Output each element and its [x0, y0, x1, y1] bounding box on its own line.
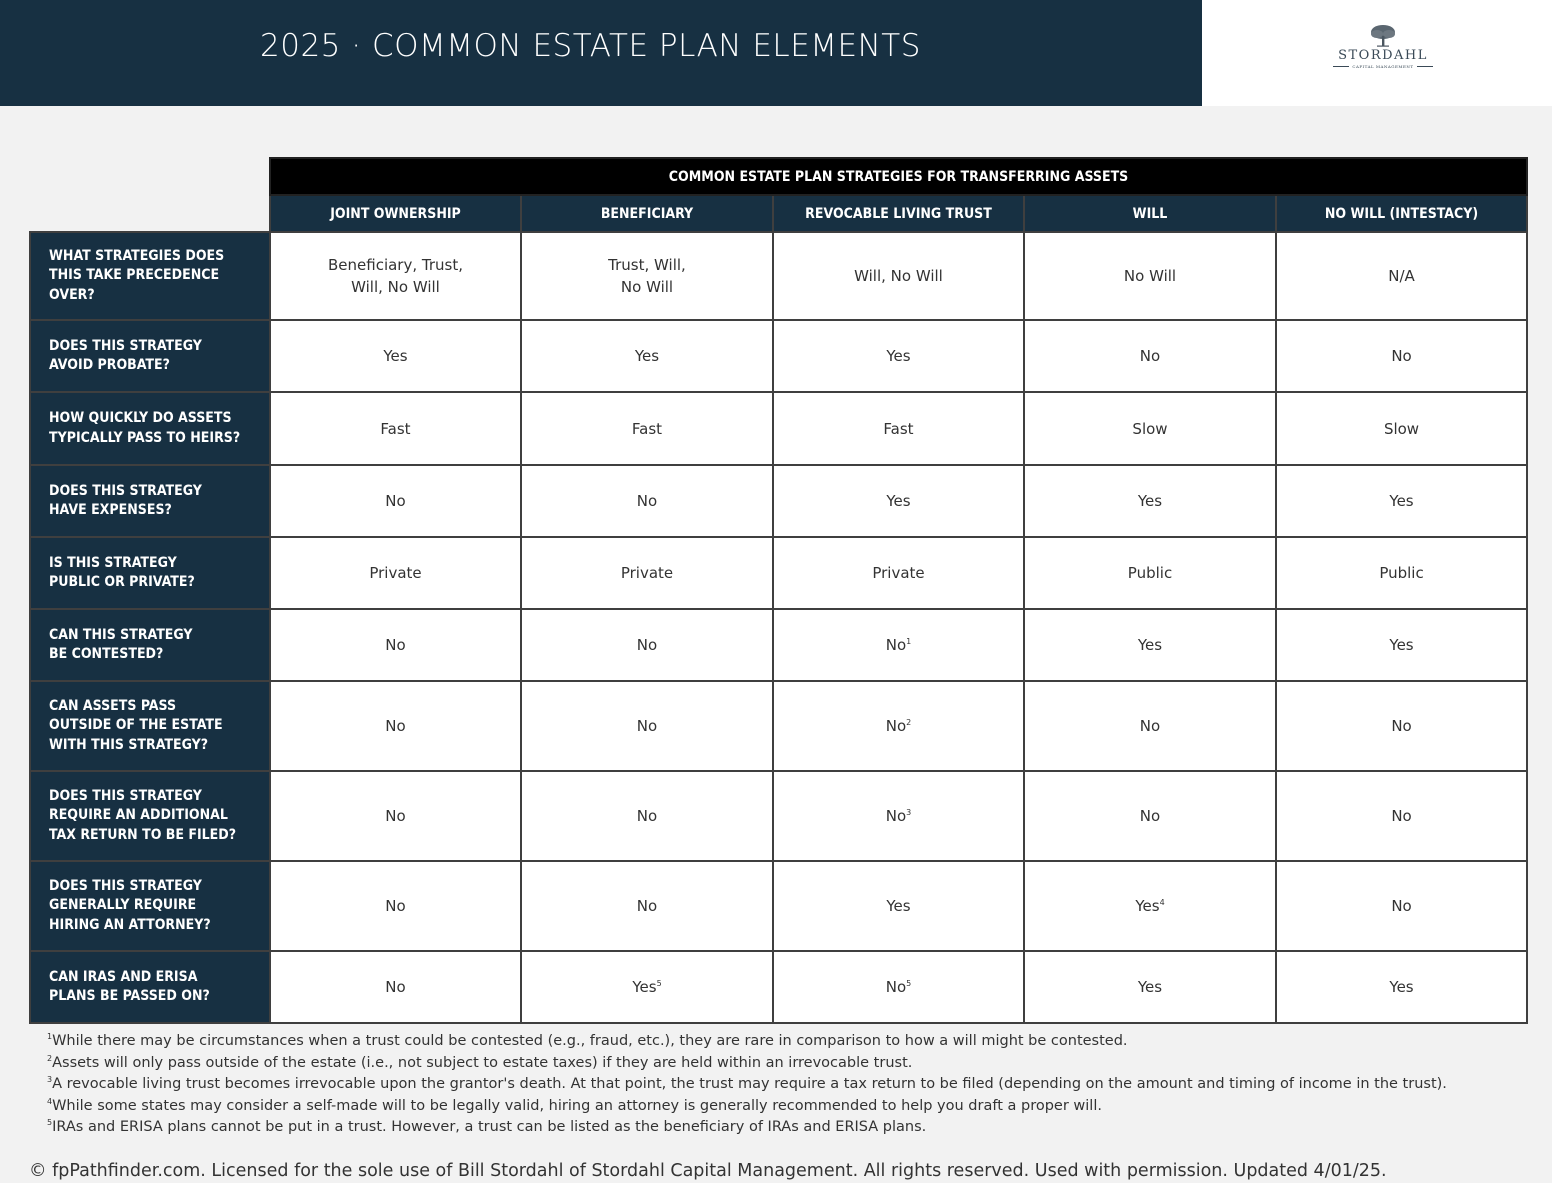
- cell-value: No: [385, 978, 406, 996]
- cell-beneficiary: [521, 232, 773, 320]
- logo-subtitle: CAPITAL MANAGEMENT: [1352, 64, 1414, 69]
- cell-value: Yes: [1137, 492, 1163, 510]
- cell-revocable-living-trust: [773, 232, 1024, 320]
- row-question-text: HOW QUICKLY DO ASSETS TYPICALLY PASS TO HEIRS?: [49, 410, 241, 446]
- footnote-item: [47, 1031, 1527, 1053]
- cell-value: Public: [1379, 564, 1424, 582]
- cell-will: [1024, 861, 1276, 951]
- cell-value: No: [885, 717, 907, 735]
- row-question-text: IS THIS STRATEGY PUBLIC OR PRIVATE?: [49, 554, 195, 590]
- table-row: [30, 465, 1527, 537]
- cell-joint-ownership: [270, 392, 521, 465]
- cell-value: No: [1139, 717, 1161, 735]
- table-row: [30, 609, 1527, 681]
- row-question-text: DOES THIS STRATEGY GENERALLY REQUIRE HIRING AN ATTORNEY?: [49, 877, 211, 933]
- cell-beneficiary: [521, 465, 773, 537]
- column-header-no-will: NO WILL (INTESTACY): [1276, 195, 1527, 232]
- footnote-number: 2: [47, 1053, 53, 1063]
- logo-rule-right: [1417, 66, 1433, 67]
- cell-will: [1024, 951, 1276, 1023]
- footnotes: [47, 1031, 1527, 1139]
- page-title: 2025 · COMMON ESTATE PLAN ELEMENTS: [260, 28, 921, 64]
- row-question-text: DOES THIS STRATEGY REQUIRE AN ADDITIONAL TAX RETURN TO BE FILED?: [49, 787, 237, 843]
- column-header-revocable-living-trust: REVOCABLE LIVING TRUST: [773, 195, 1024, 232]
- table-row: [30, 537, 1527, 609]
- cell-value: Private: [872, 564, 925, 582]
- cell-value: Trust, Will, No Will: [608, 256, 686, 296]
- table-row: [30, 951, 1527, 1023]
- cell-value: No: [385, 492, 406, 510]
- cell-value: No Will: [1123, 267, 1177, 285]
- footnote-marker: 2: [906, 718, 912, 727]
- table-row: [30, 392, 1527, 465]
- footnote-text: A revocable living trust becomes irrevocable upon the grantor's death. At that point, the trust may require a tax return to be filed (depending on the amount and timing of income in the trust).: [52, 1076, 1447, 1092]
- cell-revocable-living-trust: [773, 681, 1024, 771]
- cell-revocable-living-trust: [773, 861, 1024, 951]
- row-question: [30, 771, 270, 861]
- table-row: [30, 232, 1527, 320]
- footnote-item: [47, 1053, 1527, 1075]
- table-row: [30, 681, 1527, 771]
- cell-joint-ownership: [270, 681, 521, 771]
- cell-will: [1024, 537, 1276, 609]
- cell-will: [1024, 320, 1276, 392]
- footnote-marker: 4: [1159, 898, 1165, 907]
- cell-joint-ownership: [270, 537, 521, 609]
- cell-value: No: [636, 717, 658, 735]
- footnote-text: IRAs and ERISA plans cannot be put in a trust. However, a trust can be listed as the beneficiary of IRAs and ERISA plans.: [52, 1119, 927, 1135]
- cell-beneficiary: [521, 392, 773, 465]
- estate-strategies-table: [29, 157, 1528, 1024]
- cell-no-will: [1276, 609, 1527, 681]
- table-corner-lower: [30, 195, 270, 232]
- footnote-number: 4: [47, 1096, 53, 1106]
- header-banner: [0, 0, 1202, 106]
- table-row: [30, 771, 1527, 861]
- column-header-joint-ownership: JOINT OWNERSHIP: [270, 195, 521, 232]
- cell-value: Yes: [634, 347, 660, 365]
- column-header-beneficiary: BENEFICIARY: [521, 195, 773, 232]
- logo-name: STORDAHL: [1338, 48, 1428, 63]
- cell-value: Yes: [632, 978, 657, 996]
- table-row: [30, 861, 1527, 951]
- cell-no-will: [1276, 951, 1527, 1023]
- cell-value: Yes: [1389, 636, 1414, 654]
- cell-no-will: [1276, 320, 1527, 392]
- cell-value: No: [385, 807, 406, 825]
- cell-value: N/A: [1388, 267, 1415, 285]
- cell-no-will: [1276, 465, 1527, 537]
- table-body: [30, 232, 1527, 1023]
- group-header-row: [30, 158, 1527, 195]
- cell-value: No: [1391, 717, 1412, 735]
- footnote-marker: 3: [906, 808, 912, 817]
- cell-beneficiary: [521, 681, 773, 771]
- logo-rule-left: [1333, 66, 1349, 67]
- cell-value: No: [636, 492, 658, 510]
- cell-revocable-living-trust: [773, 609, 1024, 681]
- cell-value: Yes: [1137, 978, 1163, 996]
- cell-value: No: [1139, 807, 1161, 825]
- cell-will: [1024, 609, 1276, 681]
- row-question: [30, 681, 270, 771]
- cell-beneficiary: [521, 537, 773, 609]
- cell-value: Slow: [1132, 419, 1168, 438]
- row-question: [30, 232, 270, 320]
- row-question-text: WHAT STRATEGIES DOES THIS TAKE PRECEDENCE OVER?: [49, 247, 225, 303]
- cell-value: No: [885, 807, 907, 825]
- cell-revocable-living-trust: [773, 951, 1024, 1023]
- row-question: [30, 465, 270, 537]
- cell-will: [1024, 232, 1276, 320]
- cell-value: Yes: [886, 492, 911, 510]
- cell-no-will: [1276, 681, 1527, 771]
- cell-will: [1024, 465, 1276, 537]
- cell-value: No: [385, 897, 406, 915]
- cell-value: Yes: [886, 347, 911, 365]
- cell-no-will: [1276, 537, 1527, 609]
- cell-beneficiary: [521, 951, 773, 1023]
- row-question: [30, 392, 270, 465]
- cell-value: Yes: [1137, 636, 1163, 654]
- footnote-number: 5: [47, 1118, 53, 1127]
- column-header-row: [30, 195, 1527, 232]
- cell-value: Slow: [1383, 419, 1420, 438]
- cell-will: [1024, 771, 1276, 861]
- table-corner: [30, 158, 270, 195]
- row-question-text: CAN ASSETS PASS OUTSIDE OF THE ESTATE WITH THIS STRATEGY?: [49, 697, 223, 753]
- cell-value: No: [1391, 347, 1412, 365]
- row-question-text: CAN IRAS AND ERISA PLANS BE PASSED ON?: [49, 968, 210, 1004]
- cell-value: Yes: [1389, 492, 1414, 510]
- cell-revocable-living-trust: [773, 465, 1024, 537]
- cell-value: Fast: [631, 419, 663, 438]
- cell-joint-ownership: [270, 951, 521, 1023]
- cell-value: No: [385, 717, 406, 735]
- footnote-item: [47, 1096, 1527, 1118]
- cell-will: [1024, 392, 1276, 465]
- column-header-will: WILL: [1024, 195, 1276, 232]
- footnote-text: While there may be circumstances when a trust could be contested (e.g., fraud, etc.), they are rare in comparison to how a will might be contested.: [52, 1033, 1128, 1049]
- footnote-marker: 5: [656, 979, 662, 988]
- cell-value: Will, No Will: [854, 267, 943, 285]
- row-question-text: DOES THIS STRATEGY HAVE EXPENSES?: [49, 482, 202, 518]
- tree-icon: [1368, 24, 1398, 48]
- cell-revocable-living-trust: [773, 771, 1024, 861]
- cell-value: No: [636, 636, 658, 654]
- cell-beneficiary: [521, 861, 773, 951]
- cell-value: No: [885, 636, 907, 654]
- cell-beneficiary: [521, 771, 773, 861]
- cell-value: No: [1391, 897, 1412, 915]
- footnote-number: 3: [47, 1075, 53, 1084]
- row-question-text: DOES THIS STRATEGY AVOID PROBATE?: [49, 337, 202, 373]
- cell-value: Private: [620, 564, 674, 582]
- cell-joint-ownership: [270, 609, 521, 681]
- footnote-number: 1: [47, 1032, 53, 1041]
- cell-no-will: [1276, 771, 1527, 861]
- cell-joint-ownership: [270, 861, 521, 951]
- cell-beneficiary: [521, 320, 773, 392]
- footnote-marker: 1: [906, 637, 912, 646]
- copyright-notice: © fpPathfinder.com. Licensed for the sole use of Bill Stordahl of Stordahl Capital Management. All rights reserved. Used with permission. Updated 4/01/25.: [29, 1161, 1387, 1181]
- company-logo: [1330, 24, 1436, 74]
- cell-value: No: [385, 636, 406, 654]
- cell-value: No: [885, 978, 907, 996]
- row-question: [30, 861, 270, 951]
- cell-no-will: [1276, 232, 1527, 320]
- row-question: [30, 537, 270, 609]
- cell-value: Yes: [886, 897, 911, 915]
- cell-joint-ownership: [270, 465, 521, 537]
- cell-value: Beneficiary, Trust, Will, No Will: [328, 256, 463, 296]
- cell-revocable-living-trust: [773, 392, 1024, 465]
- cell-value: Yes: [1389, 978, 1414, 996]
- row-question: [30, 320, 270, 392]
- footnote-item: [47, 1117, 1527, 1139]
- cell-value: Public: [1127, 564, 1173, 582]
- cell-value: Yes: [383, 347, 408, 365]
- table-row: [30, 320, 1527, 392]
- cell-value: No: [1139, 347, 1161, 365]
- cell-joint-ownership: [270, 232, 521, 320]
- cell-no-will: [1276, 861, 1527, 951]
- cell-revocable-living-trust: [773, 320, 1024, 392]
- row-question: [30, 609, 270, 681]
- row-question: [30, 951, 270, 1023]
- cell-value: No: [1391, 807, 1412, 825]
- cell-value: No: [636, 807, 658, 825]
- footnote-text: Assets will only pass outside of the estate (i.e., not subject to estate taxes) if they are held within an irrevocable trust.: [52, 1054, 913, 1071]
- cell-value: No: [636, 897, 658, 915]
- footnote-item: [47, 1074, 1527, 1096]
- row-question-text: CAN THIS STRATEGY BE CONTESTED?: [49, 626, 193, 662]
- cell-value: Fast: [883, 419, 914, 438]
- cell-will: [1024, 681, 1276, 771]
- cell-no-will: [1276, 392, 1527, 465]
- cell-beneficiary: [521, 609, 773, 681]
- cell-revocable-living-trust: [773, 537, 1024, 609]
- cell-joint-ownership: [270, 771, 521, 861]
- logo-subtitle-row: [1330, 64, 1436, 69]
- group-header: COMMON ESTATE PLAN STRATEGIES FOR TRANSFERRING ASSETS: [270, 158, 1527, 195]
- cell-value: Fast: [380, 419, 411, 438]
- cell-joint-ownership: [270, 320, 521, 392]
- footnote-text: While some states may consider a self-made will to be legally valid, hiring an attorney is generally recommended to help you draft a proper will.: [52, 1097, 1102, 1114]
- cell-value: Private: [369, 564, 422, 582]
- footnote-marker: 5: [906, 979, 912, 988]
- cell-value: Yes: [1135, 897, 1160, 915]
